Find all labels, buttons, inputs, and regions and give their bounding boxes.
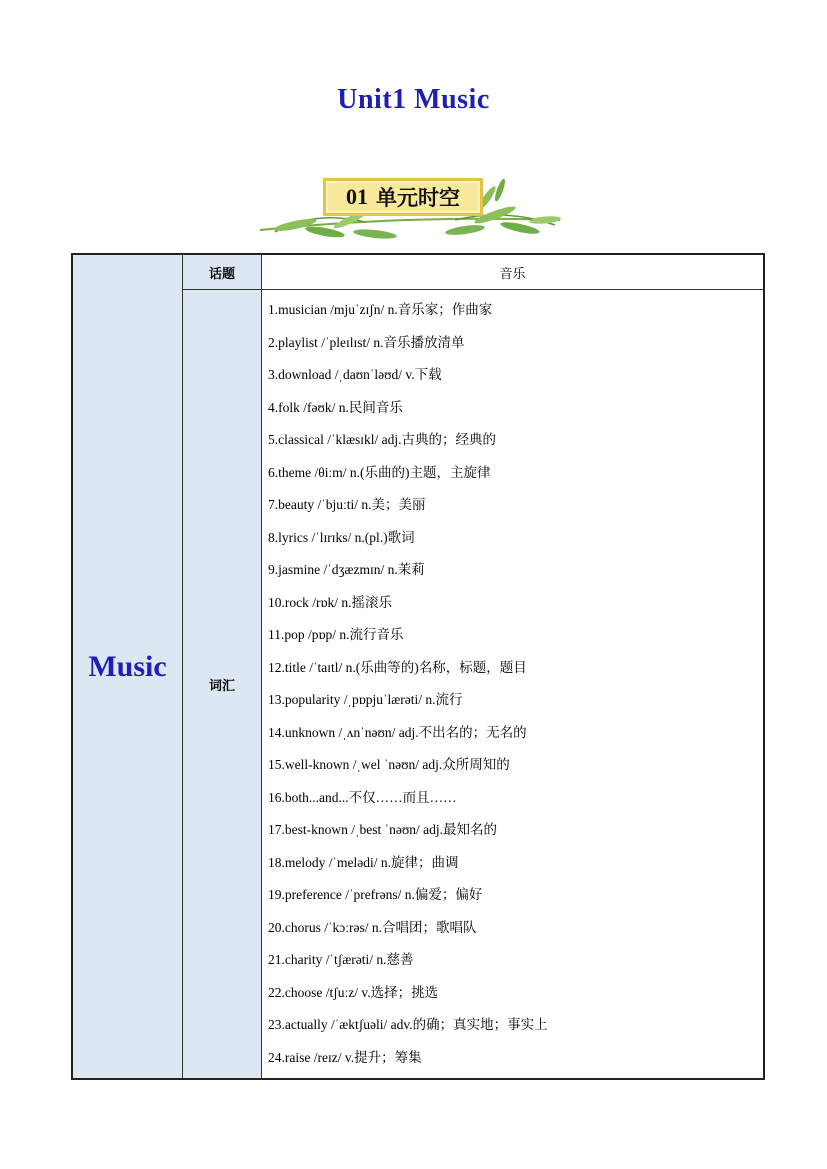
section-banner: [255, 170, 565, 248]
topic-value: 音乐: [262, 254, 765, 290]
word-item: 9.jasmine /ˈdʒæzmɪn/ n.茉莉: [268, 562, 425, 577]
word-item: 17.best-known /ˌbest ˈnəʊn/ adj.最知名的: [268, 822, 497, 837]
word-item: 1.musician /mjuˈzɪʃn/ n.音乐家；作曲家: [268, 302, 493, 317]
word-item: 8.lyrics /ˈlɪrɪks/ n.(pl.)歌词: [268, 529, 415, 545]
word-item: 2.playlist /ˈpleɪlɪst/ n.音乐播放清单: [268, 334, 465, 350]
subject-label: Music: [88, 649, 167, 683]
word-item: 23.actually /ˈæktʃuəli/ adv.的确；真实地；事实上: [268, 1017, 548, 1032]
topic-row: [72, 254, 764, 290]
word-item: 12.title /ˈtaɪtl/ n.(乐曲等的)名称，标题，题目: [268, 659, 527, 675]
vocab-label: 词汇: [183, 290, 262, 1080]
word-item: 11.pop /pɒp/ n.流行音乐: [268, 627, 404, 642]
word-item: 21.charity /ˈtʃærəti/ n.慈善: [268, 952, 414, 967]
word-item: 6.theme /θiːm/ n.(乐曲的)主题，主旋律: [268, 464, 491, 480]
word-item: 5.classical /ˈklæsɪkl/ adj.古典的；经典的: [268, 432, 496, 447]
word-item: 24.raise /reɪz/ v.提升；筹集: [268, 1049, 422, 1065]
word-item: 16.both...and...不仅……而且……: [268, 789, 457, 805]
word-item: 4.folk /fəʊk/ n.民间音乐: [268, 399, 403, 415]
topic-label: 话题: [183, 254, 262, 290]
section-label: 单元时空: [376, 186, 460, 210]
section-badge: [323, 178, 483, 216]
word-item: 20.chorus /ˈkɔːrəs/ n.合唱团；歌唱队: [268, 919, 477, 935]
word-item: 22.choose /tʃuːz/ v.选择；挑选: [268, 984, 439, 1000]
vocabulary-table: [71, 253, 765, 1080]
page-title: Unit1 Music: [337, 84, 490, 115]
word-item: 18.melody /ˈmelədi/ n.旋律；曲调: [268, 854, 459, 870]
word-item: 3.download /ˌdaʊnˈləʊd/ v.下载: [268, 367, 442, 382]
word-item: 19.preference /ˈprefrəns/ n.偏爱；偏好: [268, 887, 483, 902]
word-item: 7.beauty /ˈbjuːti/ n.美；美丽: [268, 497, 426, 512]
word-item: 13.popularity /ˌpɒpjuˈlærəti/ n.流行: [268, 692, 463, 707]
subject-cell: [72, 254, 183, 1079]
word-item: 14.unknown /ˌʌnˈnəʊn/ adj.不出名的；无名的: [268, 724, 527, 740]
word-list: [262, 290, 765, 1080]
word-item: 10.rock /rɒk/ n.摇滚乐: [268, 594, 393, 610]
word-item: 15.well-known /ˌwel ˈnəʊn/ adj.众所周知的: [268, 757, 510, 772]
section-number: 01: [346, 184, 368, 209]
